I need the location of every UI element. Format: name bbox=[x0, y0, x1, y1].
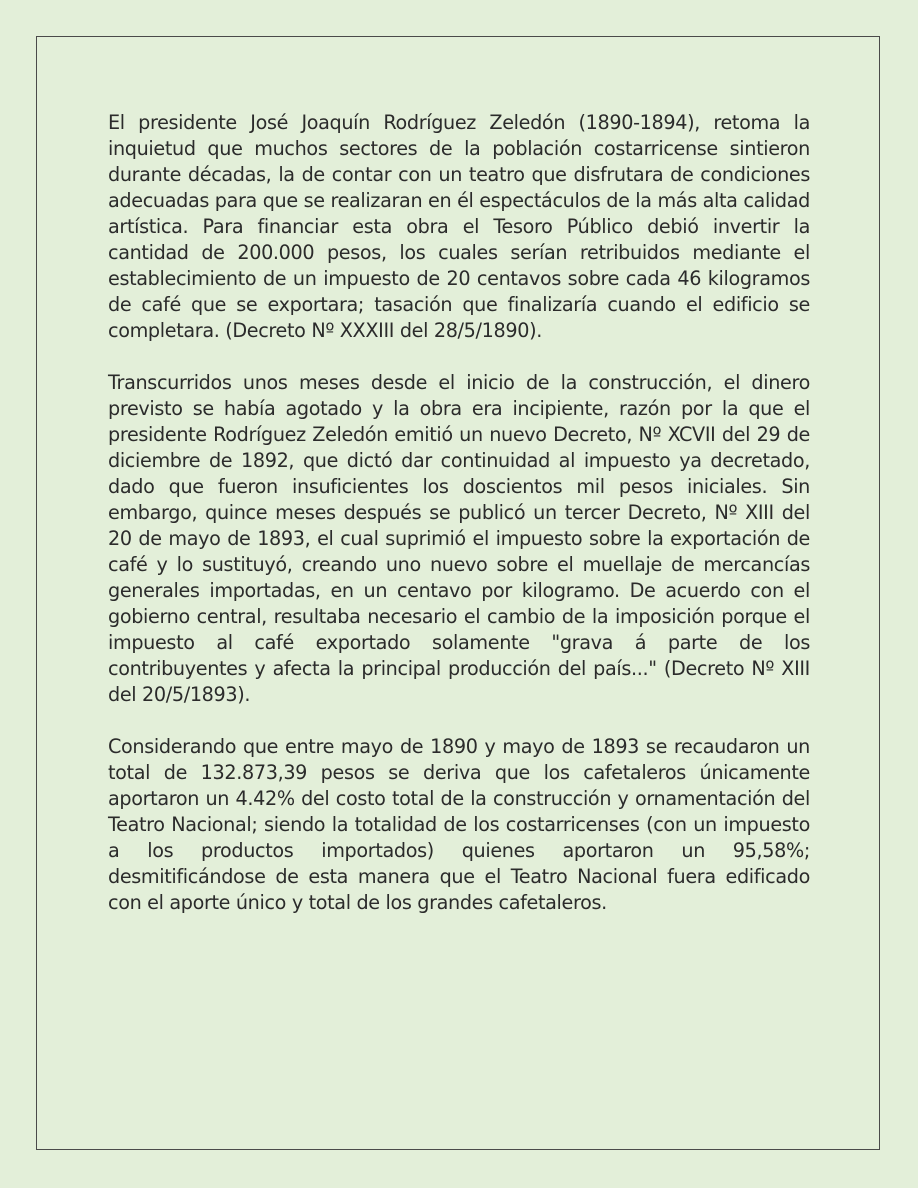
paragraph-3: Considerando que entre mayo de 1890 y mayo de 1893 se recaudaron un total de 132.873,39 pesos se deriva que los cafetaleros únicamente aportaron un 4.42% del costo total de la construcción y ornamentación del Teatro Nacional; siendo la totalidad de los costarricenses (con un impuesto a los productos importados) quienes aportaron un 95,58%; desmitificándose de esta manera que el Teatro Nacional fuera edificado con el aporte único y total de los grandes cafetaleros. bbox=[108, 735, 810, 914]
document-body bbox=[108, 110, 810, 942]
paragraph-2: Transcurridos unos meses desde el inicio de la construcción, el dinero previsto se había agotado y la obra era incipiente, razón por la que el presidente Rodríguez Zeledón emitió un nuevo Decreto, Nº XCVII del 29 de diciembre de 1892, que dictó dar continuidad al impuesto ya decretado, dado que fueron insuficientes los doscientos mil pesos iniciales. Sin embargo, quince meses después se publicó un tercer Decreto, Nº XIII del 20 de mayo de 1893, el cual suprimió el impuesto sobre la exportación de café y lo sustituyó, creando uno nuevo sobre el muellaje de mercancías generales importadas, en un centavo por kilogramo. De acuerdo con el gobierno central, resultaba necesario el cambio de la imposición porque el impuesto al café exportado solamente "grava á parte de los contribuyentes y afecta la principal producción del país..." (Decreto Nº XIII del 20/5/1893). bbox=[108, 371, 810, 706]
paragraph-1: El presidente José Joaquín Rodríguez Zeledón (1890-1894), retoma la inquietud que muchos sectores de la población costarricense sintieron durante décadas, la de contar con un teatro que disfrutara de condiciones adecuadas para que se realizaran en él espectáculos de la más alta calidad artística. Para financiar esta obra el Tesoro Público debió invertir la cantidad de 200.000 pesos, los cuales serían retribuidos mediante el establecimiento de un impuesto de 20 centavos sobre cada 46 kilogramos de café que se exportara; tasación que finalizaría cuando el edificio se completara. (Decreto Nº XXXIII del 28/5/1890). bbox=[108, 111, 810, 342]
